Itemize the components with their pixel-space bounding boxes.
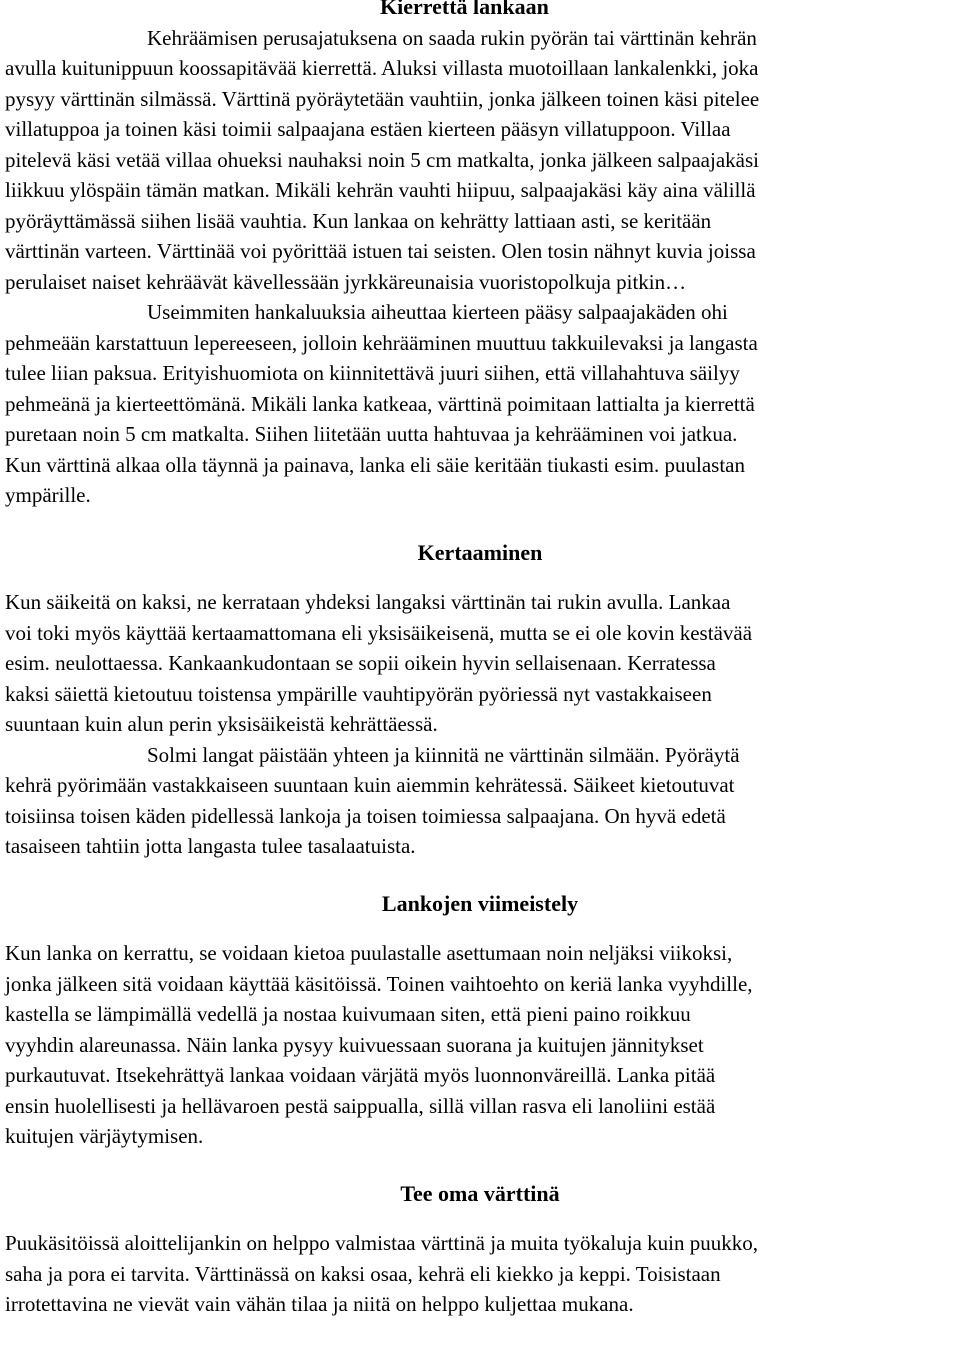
paragraph-line: avulla kuitunippuun koossapitävää kierrettä. Aluksi villasta muotoillaan lankalenkki, joka [5,56,759,80]
section-spacer [5,862,955,889]
paragraph-line: puretaan noin 5 cm matkalta. Siihen liitetään uutta hahtuvaa ja kehrääminen voi jatkua. [5,422,738,446]
heading-spacer [5,919,955,938]
paragraph-line: pitelevä käsi vetää villaa ohueksi nauhaksi noin 5 cm matkalta, jonka jälkeen salpaajakäsi [5,147,759,172]
paragraph-line: jonka jälkeen sitä voidaan käyttää käsitöissä. Toinen vaihtoehto on keriä lanka vyyhdille, [5,971,753,996]
paragraph-line: irrotettavina ne vievät vain vähän tilaa ja niitä on helppo kuljettaa mukana. [5,1292,634,1316]
section-heading: Kierrettä lankaan [380,0,549,19]
section-heading: Tee oma värttinä [400,1180,560,1206]
paragraph-line: kastella se lämpimällä vedellä ja nostaa kuivumaan siten, että pieni paino roikkuu [5,1002,691,1026]
paragraph-line: vyyhdin alareunassa. Näin lanka pysyy kuivuessaan suorana ja kuitujen jännitykset [5,1032,704,1057]
heading-spacer [5,568,955,587]
paragraph-line: pehmeänä ja kierteettömänä. Mikäli lanka katkeaa, värttinä poimitaan lattialta ja kierrettä [5,391,755,416]
section-heading: Lankojen viimeistely [381,890,579,916]
paragraph-line: Kun lanka on kerrattu, se voidaan kietoa puulastalle asettumaan noin neljäksi viikoksi, [5,941,733,965]
paragraph-line: tasaiseen tahtiin jotta langasta tulee tasalaatuista. [5,834,416,858]
paragraph-line: Useimmiten hankaluuksia aiheuttaa kierteen pääsy salpaajakäden ohi [147,300,728,324]
paragraph-line: saha ja pora ei tarvita. Värttinässä on kaksi osaa, kehrä eli kiekko ja keppi. Toisistaan [5,1261,721,1286]
section-heading: Kertaaminen [417,539,543,565]
paragraph-line: kuitujen värjäytymisen. [5,1124,204,1148]
paragraph-line: Kehräämisen perusajatuksena on saada rukin pyörän tai värttinän kehrän [147,25,757,50]
paragraph-line: värttinän varteen. Värttinää voi pyörittää istuen tai seisten. Olen tosin nähnyt kuvia joissa [5,239,756,263]
paragraph-line: ensin huolellisesti ja hellävaroen pestä saippualla, sillä villan rasva eli lanoliini estää [5,1093,716,1118]
paragraph-line: tulee liian paksua. Erityishuomiota on kiinnitettävä juuri siihen, että villahahtuva säilyy [5,361,740,385]
paragraph-line: Kun värttinä alkaa olla täynnä ja painava, lanka eli säie keritään tiukasti esim. puulastan [5,452,745,477]
paragraph-line: pyöräyttämässä siihen lisää vauhtia. Kun lankaa on kehrätty lattiaan asti, se keritään [5,208,712,233]
section-kierretta-lankaan [5,0,955,511]
paragraph-line: liikkuu ylöspäin tämän matkan. Mikäli kehrän vauhti hiipuu, salpaajakäsi käy aina välillä [5,178,756,202]
paragraph-line: Puukäsitöissä aloittelijankin on helppo valmistaa värttinä ja muita työkaluja kuin puukko, [5,1231,758,1255]
heading-spacer [5,1209,955,1228]
section-spacer [5,511,955,538]
paragraph-line: suuntaan kuin alun perin yksisäikeistä kehrättäessä. [5,712,438,736]
paragraph-line: villatuppoa ja toinen käsi toimii salpaajana estäen kierteen pääsyn villatuppoon. Villaa [5,117,731,141]
paragraph-line: kaksi säiettä kietoutuu toistensa ympärille vauhtipyörän pyöriessä nyt vastakkaiseen [5,681,712,706]
section-kertaaminen [5,538,955,862]
paragraph-line: esim. neulottaessa. Kankaankudontaan se sopii oikein hyvin sellaisenaan. Kerratessa [5,651,716,675]
section-tee-oma-varttina [5,1179,955,1320]
paragraph-line: ympärille. [5,483,91,507]
paragraph-line: Kun säikeitä on kaksi, ne kerrataan yhdeksi langaksi värttinän tai rukin avulla. Lankaa [5,590,731,614]
paragraph-line: voi toki myös käyttää kertaamattomana eli yksisäikeisenä, mutta se ei ole kovin kestävää [5,620,753,645]
paragraph-line: purkautuvat. Itsekehrättyä lankaa voidaan värjätä myös luonnonväreillä. Lanka pitää [5,1063,716,1087]
paragraph-line: kehrä pyörimään vastakkaiseen suuntaan kuin aiemmin kehrätessä. Säikeet kietoutuvat [5,773,735,797]
paragraph-line: perulaiset naiset kehräävät kävellessään jyrkkäreunaisia vuoristopolkuja pitkin… [5,269,687,294]
paragraph-line: toisiinsa toisen käden pidellessä lankoja ja toisen toimiessa salpaajana. On hyvä edetä [5,803,726,828]
document-page [5,0,955,1320]
paragraph-line: pysyy värttinän silmässä. Värttinä pyöräytetään vauhtiin, jonka jälkeen toinen käsi pitelee [5,86,760,111]
paragraph-line: pehmeään karstattuun lepereeseen, jolloin kehrääminen muuttuu takkuilevaksi ja langasta [5,330,758,355]
section-lankojen-viimeistely [5,889,955,1152]
paragraph-line: Solmi langat päistään yhteen ja kiinnitä ne värttinän silmään. Pyöräytä [147,742,740,767]
section-spacer [5,1152,955,1179]
